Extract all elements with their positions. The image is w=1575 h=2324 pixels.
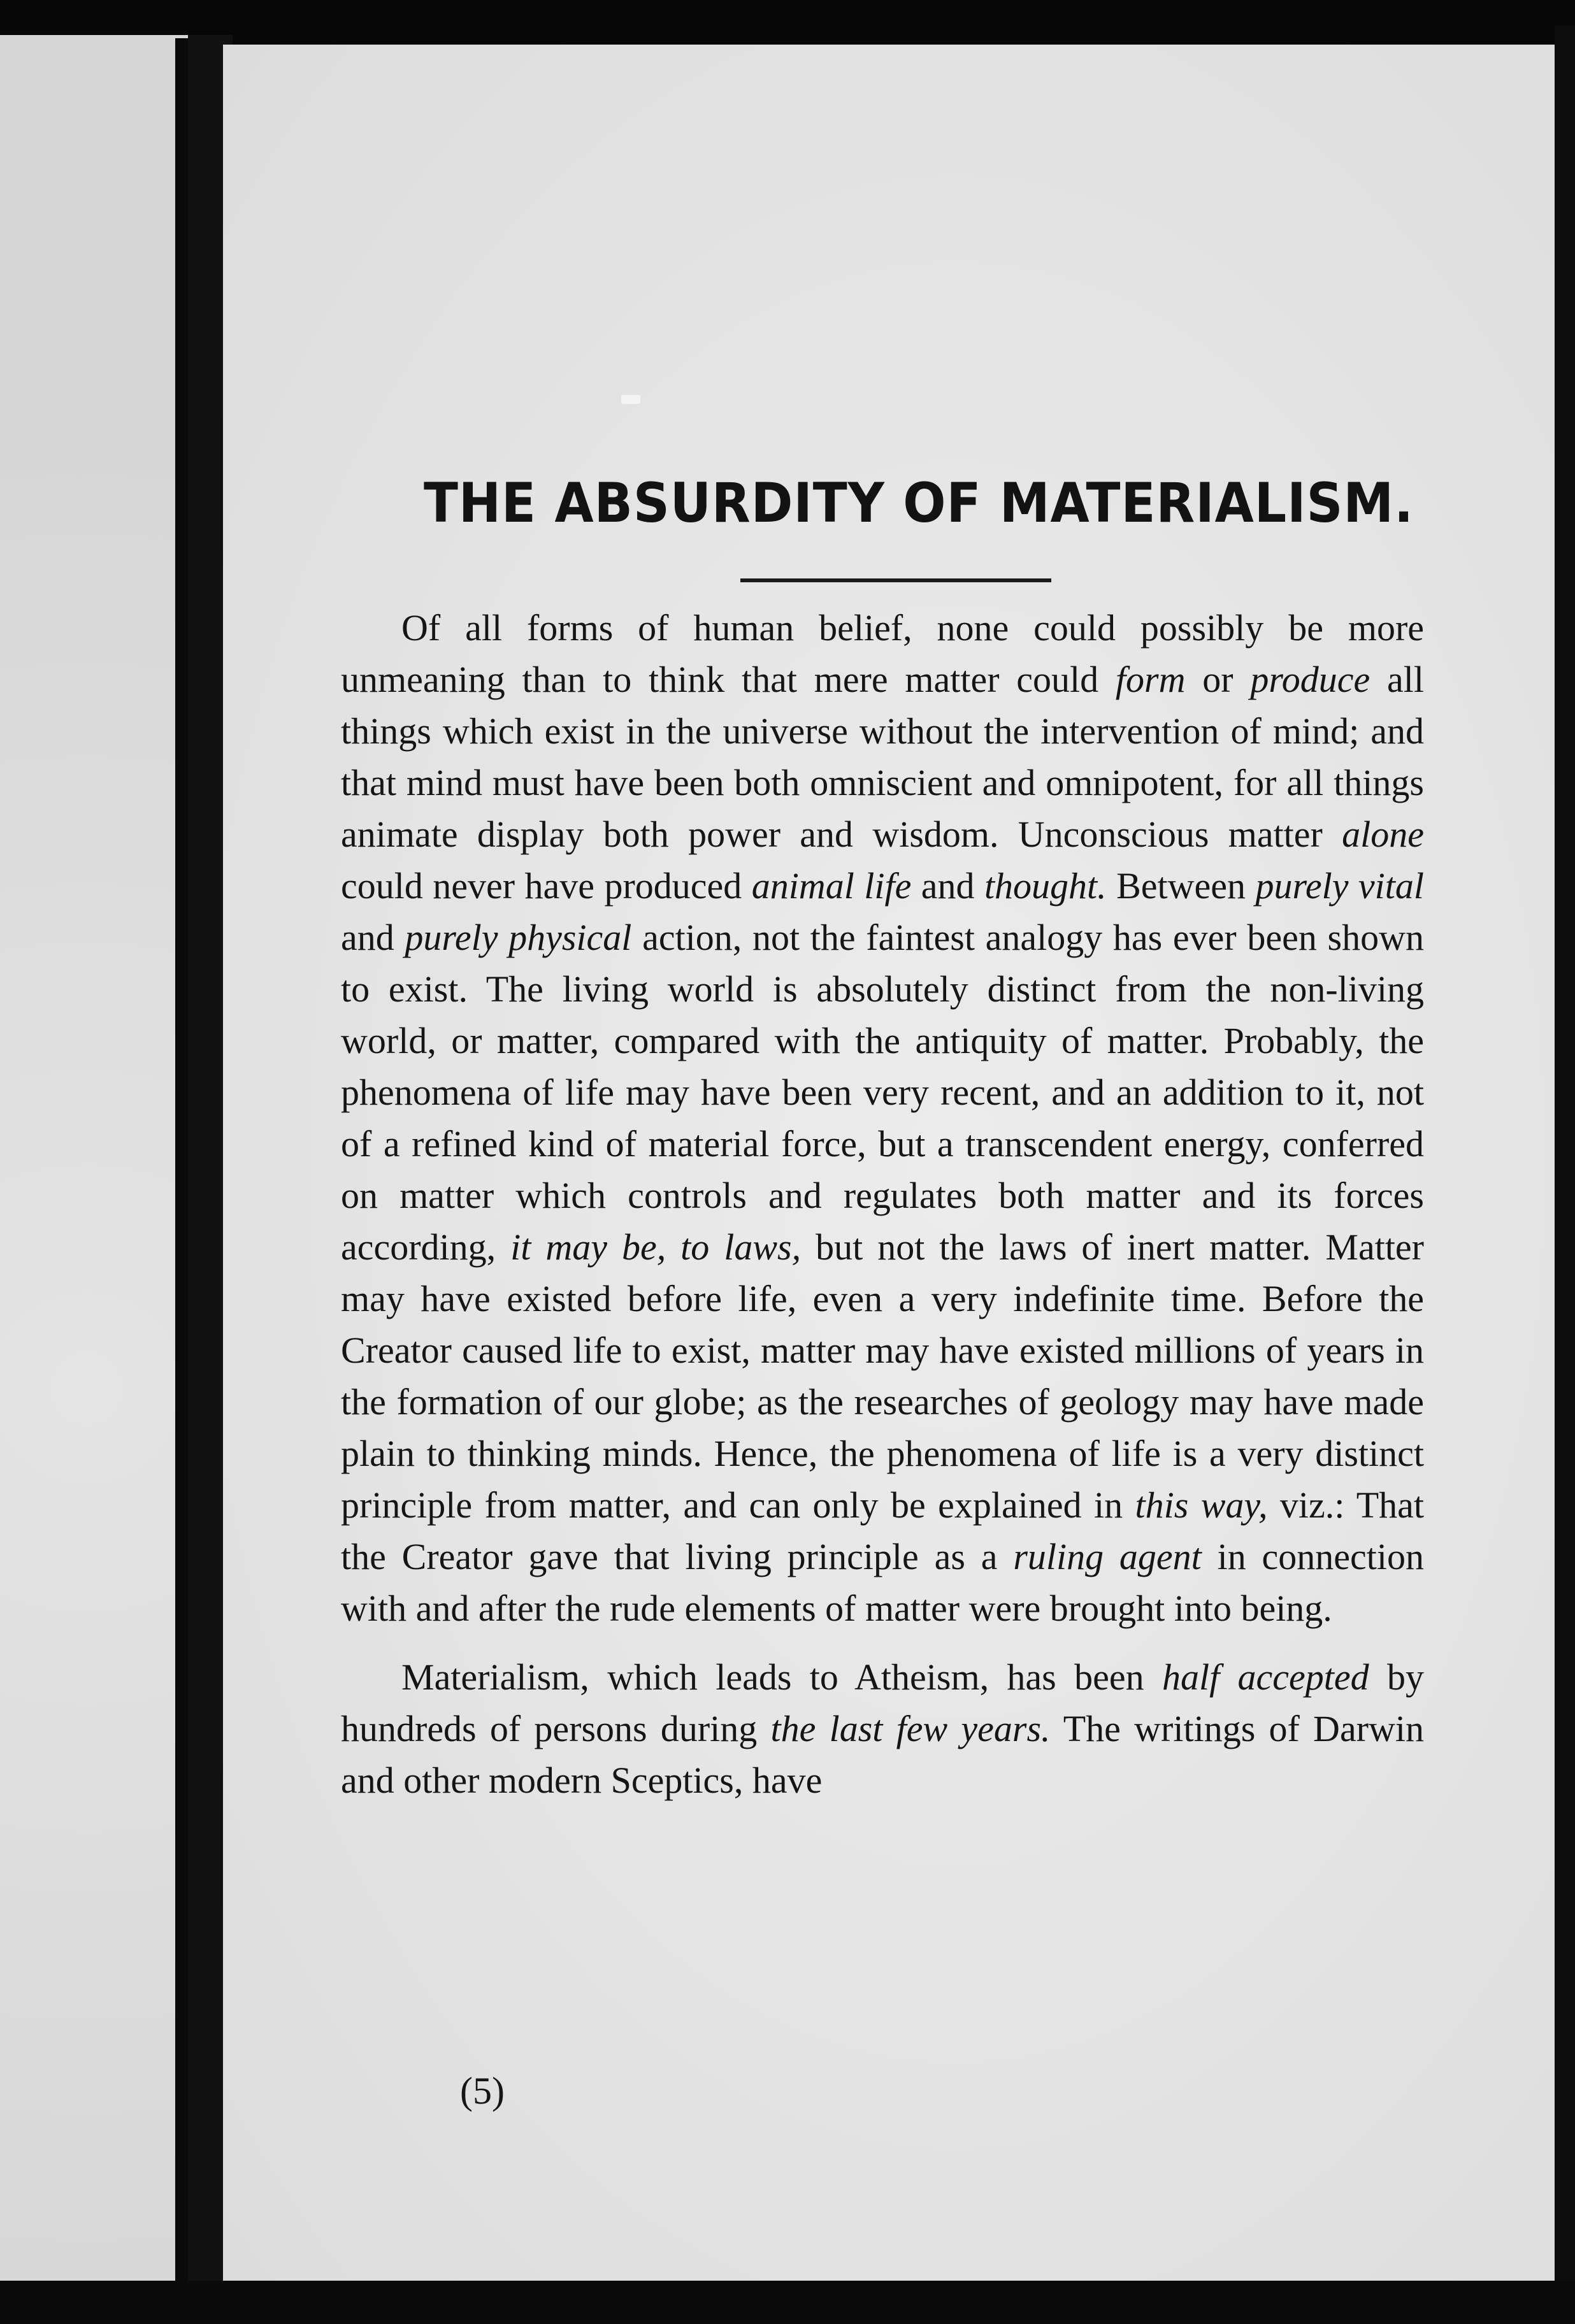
italic-run: purely physical [405, 917, 632, 958]
body-text [341, 602, 1424, 1806]
italic-run: the last few years. [770, 1708, 1051, 1749]
text-run: could never have produced [341, 865, 752, 907]
text-run: and [911, 865, 984, 907]
italic-run: alone [1342, 814, 1424, 855]
text-run: viz.: That the Creator gave that living principle as a [341, 1484, 1424, 1577]
italic-run: ruling agent [1013, 1536, 1202, 1577]
italic-run: animal life [751, 865, 912, 907]
italic-run: it may be, to laws, [510, 1226, 802, 1268]
paragraph-1 [341, 602, 1424, 1634]
italic-run: purely vital [1255, 865, 1424, 907]
text-run: Materialism, which leads to Atheism, has been [401, 1656, 1162, 1698]
italic-run: produce [1250, 659, 1370, 700]
text-run: Between [1106, 865, 1256, 907]
scan-bottom-border [0, 2281, 1575, 2324]
page-title: THE ABSURDITY OF MATERIALISM. [424, 471, 1414, 535]
paper-speck [621, 395, 640, 404]
page-number: (5) [460, 2070, 505, 2112]
text-run: and [341, 917, 405, 958]
text-run: all things which exist in the universe without the intervention of mind; and that mind must have been both omniscient and omnipotent, for all things animate display both power and wisdom. Unconscious matter [341, 659, 1424, 855]
italic-run: form [1115, 659, 1186, 700]
spine-rule [175, 38, 188, 2281]
text-run: in connection with and after the rude elements of matter were brought into being. [341, 1536, 1424, 1629]
paragraph-2 [341, 1651, 1424, 1806]
scan-right-border [1555, 25, 1575, 2324]
scan-top-border [0, 0, 1575, 45]
text-run: by hundreds of persons during [341, 1656, 1424, 1749]
text-run: The writings of Darwin and other modern Sceptics, have [341, 1708, 1424, 1801]
italic-run: this way, [1135, 1484, 1268, 1526]
text-run: but not the laws of inert matter. Matter may have existed before life, even a very indefinite time. Before the Creator caused life to exist, matter may have existed millions of years in the formation of our globe; as the researches of geology may have made plain to thinking minds. Hence, the phenomena of life is a very distinct principle from matter, and can only be explained in [341, 1226, 1424, 1526]
text-run: or [1185, 659, 1251, 700]
text-run: action, not the faintest analogy has ever been shown to exist. The living world is absolutely distinct from the non-living world, or matter, compared with the antiquity of matter. Probably, the phenomena of life may have been very recent, and an addition to it, not of a refined kind of material force, but a transcendent energy, conferred on matter which controls and regulates both matter and its forces according, [341, 917, 1425, 1268]
text-run: Of all forms of human belief, none could possibly be more unmeaning than to think that mere matter could [341, 607, 1424, 700]
italic-run: thought. [984, 865, 1107, 907]
title-rule [740, 578, 1051, 582]
italic-run: half accepted [1161, 1656, 1369, 1698]
